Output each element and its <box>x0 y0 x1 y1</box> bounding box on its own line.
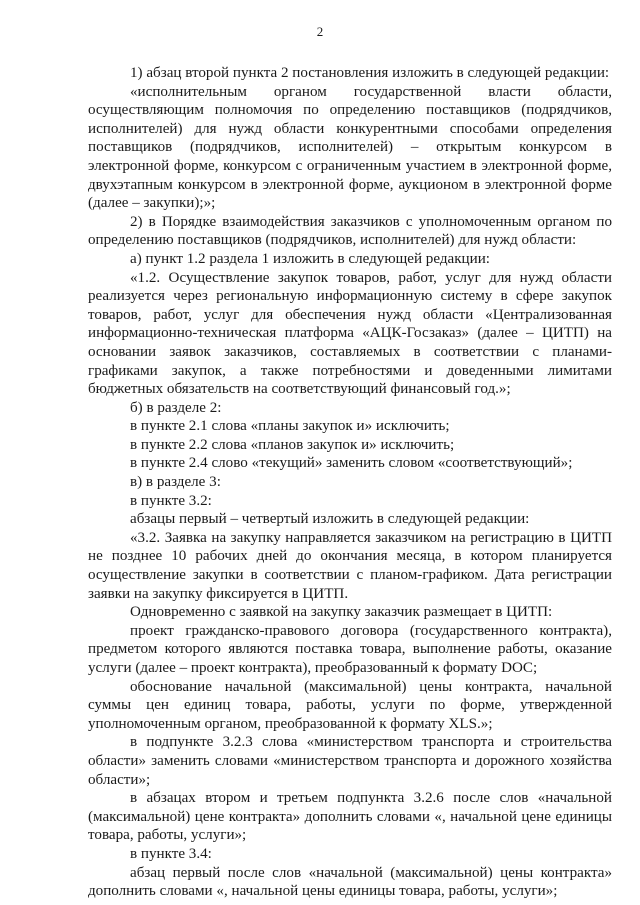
paragraph: 1) абзац второй пункта 2 постановления изложить в следующей редакции: <box>130 65 610 81</box>
paragraph: 2) в Порядке взаимодействия заказчиков с уполномоченным органом по определению поставщиков (подрядчиков, исполнителей) для нужд области: <box>88 213 612 249</box>
paragraph: обоснование начальной (максимальной) цены контракта, начальной суммы цен единиц товара, работы, услуги по форме, утвержденной уполномоченным органом, преобразованной к формату XLS.»; <box>88 678 612 732</box>
paragraph: в пункте 2.4 слово «текущий» заменить словом «соответствующий»; <box>130 455 573 472</box>
paragraph: в подпункте 3.2.3 слова «министерством транспорта и строительства области» заменить словами «министерством транспорта и дорожного хозяйства области»; <box>88 734 612 788</box>
paragraph: абзац первый после слов «начальной (максимальной) цены контракта» дополнить словами «, начальной цены единицы товара, работы, услуги»; <box>88 864 612 900</box>
paragraph: «исполнительным органом государственной власти области, осуществляющим полномочия по определению поставщиков (подрядчиков, исполнителей) для нужд области конкурентными способами определения поставщиков (подрядчиков, исполнителей) – открытым конкурсом в электронной форме, конкурсом с ограниченным участием в электронной форме, двухэтапным конкурсом в электронной форме, аукционом в электронной форме (далее – закупки);»; <box>88 83 612 212</box>
paragraph: «1.2. Осуществление закупок товаров, работ, услуг для нужд области реализуется через региональную информационную систему в сфере закупок товаров, работ, услуг для обеспечения нужд области «Централизованная информационно-техническая платформа «АЦК-Госзаказ» (далее – ЦИТП) на основании заявок заказчиков, составляемых в соответствии с планами-графиками закупок, а также потребностями и доведенными лимитами бюджетных обязательств на соответствующий финансовый год.»; <box>88 269 612 398</box>
paragraph: в пункте 3.4: <box>130 845 212 862</box>
paragraph: Одновременно с заявкой на закупку заказчик размещает в ЦИТП: <box>130 604 553 621</box>
paragraph: проект гражданско-правового договора (государственного контракта), предметом которого являются поставка товара, выполнение работы, оказание услуги (далее – проект контракта), преобразованный к формату DOC; <box>88 622 612 676</box>
paragraph: в абзацах втором и третьем подпункта 3.2.6 после слов «начальной (максимальной) цене контракта» дополнить словами «, начальной цене единицы товара, работы, услуги»; <box>88 790 612 844</box>
paragraph: в пункте 2.2 слова «планов закупок и» исключить; <box>130 436 455 453</box>
paragraph: в) в разделе 3: <box>130 474 221 491</box>
paragraph: абзацы первый – четвертый изложить в следующей редакции: <box>130 511 530 528</box>
paragraph: в пункте 3.2: <box>130 492 212 509</box>
paragraph: в пункте 2.1 слова «планы закупок и» исключить; <box>130 418 450 435</box>
document-body <box>88 64 612 901</box>
page-number: 2 <box>316 24 324 39</box>
paragraph: б) в разделе 2: <box>130 399 222 416</box>
paragraph: «3.2. Заявка на закупку направляется заказчиком на регистрацию в ЦИТП не позднее 10 рабочих дней до окончания месяца, в котором планируется осуществление закупки в соответствии с планом-графиком. Дата регистрации заявки на закупку фиксируется в ЦИТП. <box>88 529 612 602</box>
paragraph: а) пункт 1.2 раздела 1 изложить в следующей редакции: <box>130 250 490 267</box>
